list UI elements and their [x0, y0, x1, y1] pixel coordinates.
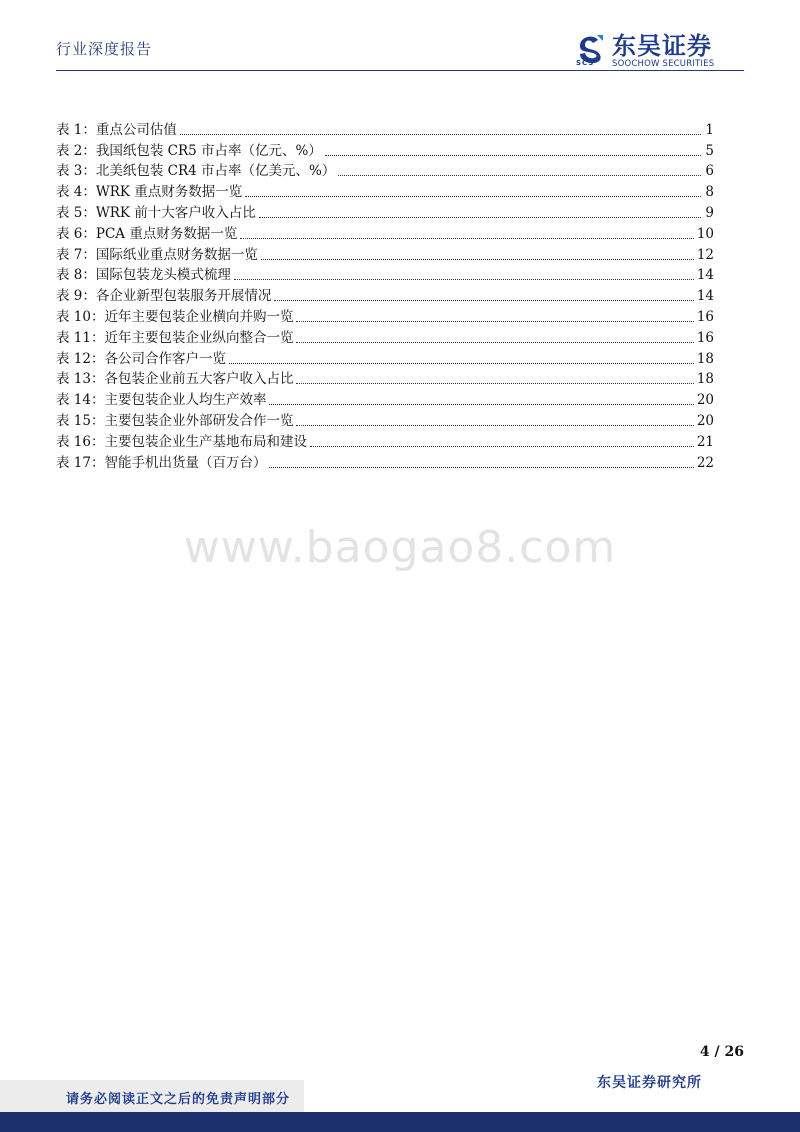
toc-entry-page: 12: [696, 246, 714, 263]
toc-entry[interactable]: [56, 388, 714, 409]
toc-entry-label: 表 3：北美纸包装 CR4 市占率（亿美元、%）: [56, 163, 336, 180]
toc-leader-dots: [269, 404, 693, 405]
toc-entry-label: 表 13：各包装企业前五大客户收入占比: [56, 371, 294, 388]
toc-entry[interactable]: [56, 180, 714, 201]
toc-entry-label: 表 2：我国纸包装 CR5 市占率（亿元、%）: [56, 142, 322, 159]
toc-leader-dots: [259, 217, 701, 218]
toc-entry-label: 表 17：智能手机出货量（百万台）: [56, 454, 267, 471]
toc-leader-dots: [234, 279, 694, 280]
toc-leader-dots: [296, 321, 693, 322]
toc-entry-page: 5: [705, 142, 714, 159]
page-number: 4 / 26: [699, 1044, 744, 1060]
toc-entry-label: 表 10：近年主要包装企业横向并购一览: [56, 308, 294, 325]
toc-entry-page: 16: [696, 308, 714, 325]
toc-entry[interactable]: [56, 243, 714, 264]
toc-leader-dots: [325, 155, 701, 156]
toc-entry[interactable]: [56, 201, 714, 222]
toc-leader-dots: [338, 175, 701, 176]
toc-entry-label: 表 7：国际纸业重点财务数据一览: [56, 246, 258, 263]
toc-entry-page: 21: [696, 433, 714, 450]
toc-entry[interactable]: [56, 451, 714, 472]
logo-abbreviation: SCS: [576, 59, 595, 67]
toc-entry-page: 14: [696, 288, 714, 305]
toc-entry-label: 表 8：国际包装龙头模式梳理: [56, 267, 231, 284]
toc-leader-dots: [269, 467, 693, 468]
toc-entry[interactable]: [56, 326, 714, 347]
toc-entry-label: 表 1：重点公司估值: [56, 121, 177, 138]
logo-english-name: SOOCHOW SECURITIES: [612, 59, 715, 69]
toc-entry[interactable]: [56, 139, 714, 160]
toc-leader-dots: [229, 363, 694, 364]
toc-leader-dots: [261, 259, 694, 260]
toc-entry-label: 表 12：各公司合作客户一览: [56, 350, 226, 367]
toc-entry-page: 14: [696, 267, 714, 284]
toc-entry-page: 18: [696, 350, 714, 367]
toc-leader-dots: [240, 238, 693, 239]
toc-entry-label: 表 5：WRK 前十大客户收入占比: [56, 204, 256, 221]
toc-entry-label: 表 16：主要包装企业生产基地布局和建设: [56, 433, 307, 450]
toc-entry-label: 表 14：主要包装企业人均生产效率: [56, 392, 267, 409]
disclaimer-box: [0, 1080, 304, 1112]
toc-entry[interactable]: [56, 430, 714, 451]
toc-leader-dots: [310, 446, 694, 447]
toc-entry-label: 表 11：近年主要包装企业纵向整合一览: [56, 329, 294, 346]
toc-entry-page: 9: [705, 204, 714, 221]
toc-entry[interactable]: [56, 305, 714, 326]
toc-leader-dots: [296, 383, 693, 384]
company-logo: [576, 32, 746, 72]
toc-entry-page: 20: [696, 412, 714, 429]
report-type-label: 行业深度报告: [56, 40, 153, 58]
toc-entry-page: 16: [696, 329, 714, 346]
toc-leader-dots: [274, 300, 693, 301]
toc-leader-dots: [296, 425, 693, 426]
toc-entry[interactable]: [56, 160, 714, 181]
toc-entry[interactable]: [56, 264, 714, 285]
toc-leader-dots: [296, 342, 693, 343]
toc-entry-page: 8: [705, 184, 714, 201]
toc-leader-dots: [180, 134, 701, 135]
toc-entry[interactable]: [56, 118, 714, 139]
toc-entry-page: 10: [696, 225, 714, 242]
toc-leader-dots: [245, 196, 701, 197]
toc-entry-label: 表 6：PCA 重点财务数据一览: [56, 225, 238, 242]
toc-entry-page: 20: [696, 392, 714, 409]
watermark: www.baogao8.com: [183, 522, 617, 573]
toc-entry-page: 18: [696, 371, 714, 388]
toc-entry[interactable]: [56, 284, 714, 305]
toc-entry[interactable]: [56, 222, 714, 243]
disclaimer-text: 请务必阅读正文之后的免责声明部分: [66, 1092, 291, 1107]
toc-entry-label: 表 4：WRK 重点财务数据一览: [56, 184, 243, 201]
toc-entry-page: 6: [705, 163, 714, 180]
footer-bar: [0, 1112, 800, 1132]
logo-chinese-name: 东吴证券: [612, 32, 712, 60]
toc-entry-label: 表 9：各企业新型包装服务开展情况: [56, 288, 272, 305]
table-of-tables: [56, 118, 714, 472]
institute-name: 东吴证券研究所: [597, 1075, 702, 1091]
toc-entry[interactable]: [56, 347, 714, 368]
toc-entry[interactable]: [56, 368, 714, 389]
toc-entry-page: 22: [696, 454, 714, 471]
toc-entry-page: 1: [705, 121, 714, 138]
toc-entry-label: 表 15：主要包装企业外部研发合作一览: [56, 412, 294, 429]
header-divider: [56, 70, 744, 71]
toc-entry[interactable]: [56, 409, 714, 430]
